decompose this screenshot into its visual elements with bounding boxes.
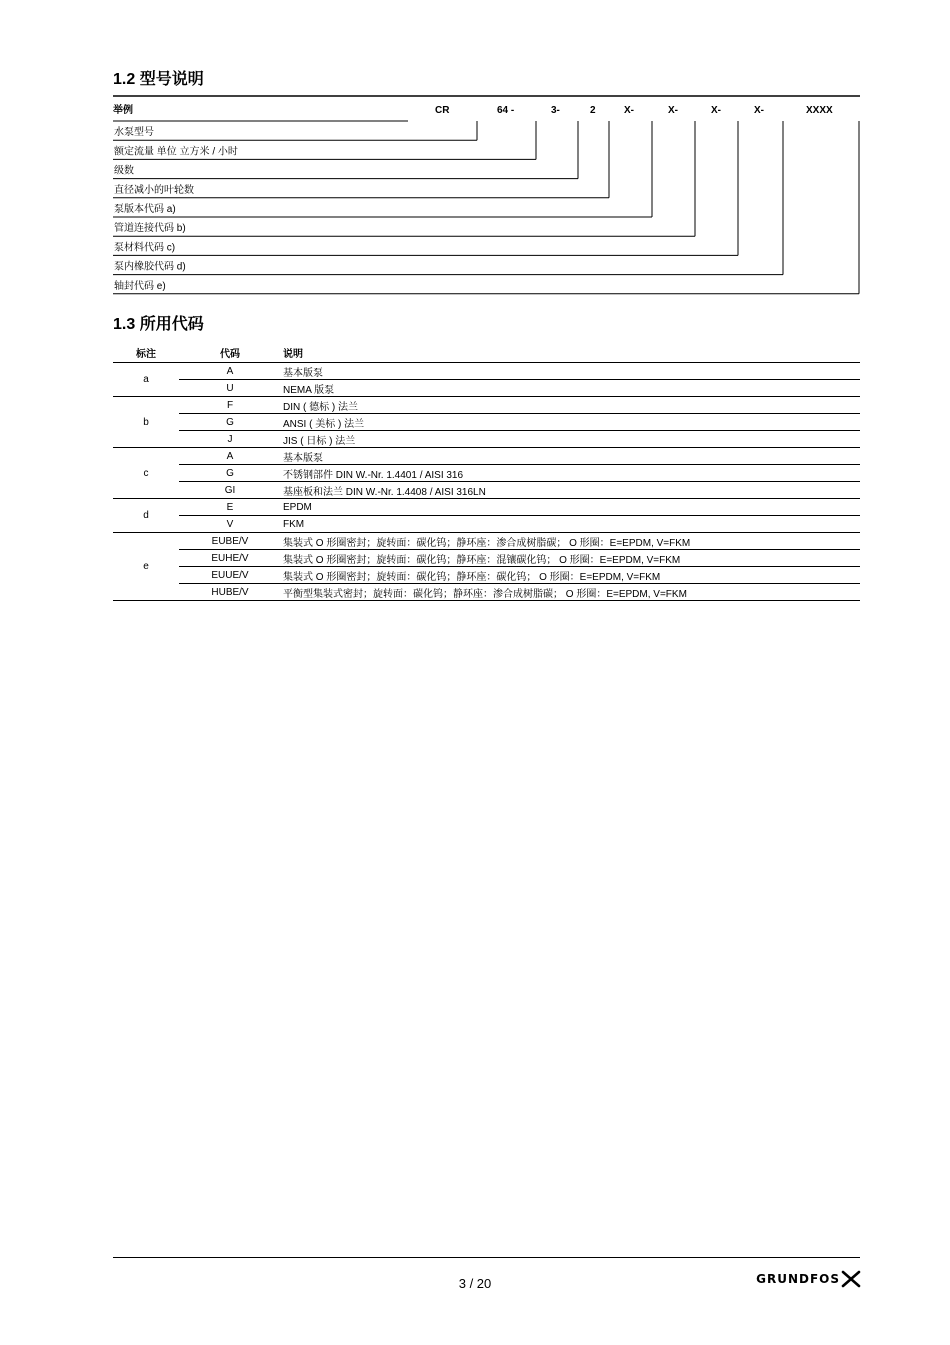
code-cell: U <box>179 380 281 397</box>
grundfos-logo <box>756 1270 862 1288</box>
code-cell: EUBE/V <box>179 533 281 550</box>
type-key-row-label: 额定流量 单位 立方米 / 小时 <box>114 146 238 158</box>
table-row <box>113 431 860 448</box>
table-row <box>113 448 860 465</box>
code-cell: J <box>179 431 281 448</box>
type-key-row-label: 水泵型号 <box>114 127 154 139</box>
description-cell: 基本版泵 <box>281 363 860 380</box>
type-key-code: X- <box>624 105 634 116</box>
group-label: d <box>113 499 179 533</box>
col-header-mark: 标注 <box>113 342 179 363</box>
type-key-code: X- <box>711 105 721 116</box>
code-cell: A <box>179 448 281 465</box>
type-key-code: 2 <box>590 105 596 116</box>
table-row <box>113 380 860 397</box>
group-label: c <box>113 448 179 499</box>
logo-text: GRUNDFOS <box>756 1272 840 1286</box>
col-header-code: 代码 <box>179 342 281 363</box>
description-cell: 平衡型集装式密封；旋转面：碳化钨；静环座：渗合成树脂碳； O 形圈：E=EPDM, V=FKM <box>281 584 860 601</box>
type-key-code: XXXX <box>806 105 833 116</box>
type-key-row-label: 泵版本代码 a) <box>114 204 176 215</box>
group-label: b <box>113 397 179 448</box>
table-row <box>113 584 860 601</box>
table-row <box>113 499 860 516</box>
footer-divider <box>113 1257 860 1258</box>
group-label: a <box>113 363 179 397</box>
code-cell: F <box>179 397 281 414</box>
description-cell: DIN ( 德标 ) 法兰 <box>281 397 860 414</box>
description-cell: FKM <box>281 516 860 533</box>
type-key-diagram <box>0 0 950 300</box>
codes-table <box>113 342 860 601</box>
table-row <box>113 567 860 584</box>
page-number: 3 / 20 <box>458 1276 492 1291</box>
table-row <box>113 550 860 567</box>
code-cell: EUUE/V <box>179 567 281 584</box>
code-cell: HUBE/V <box>179 584 281 601</box>
description-cell: ANSI ( 美标 ) 法兰 <box>281 414 860 431</box>
description-cell: 集装式 O 形圈密封；旋转面：碳化钨；静环座：渗合成树脂碳； O 形圈：E=EPDM, V=FKM <box>281 533 860 550</box>
section-title-type-key: 1.2 型号说明 <box>113 71 204 88</box>
description-cell: 不锈钢部件 DIN W.-Nr. 1.4401 / AISI 316 <box>281 465 860 482</box>
table-row <box>113 465 860 482</box>
description-cell: EPDM <box>281 499 860 516</box>
table-row <box>113 414 860 431</box>
description-cell: 基本版泵 <box>281 448 860 465</box>
group-label: e <box>113 533 179 601</box>
type-key-code: 64 - <box>497 105 515 116</box>
type-key-code: X- <box>754 105 764 116</box>
description-cell: 基座板和法兰 DIN W.-Nr. 1.4408 / AISI 316LN <box>281 482 860 499</box>
code-cell: A <box>179 363 281 380</box>
code-cell: V <box>179 516 281 533</box>
table-row <box>113 397 860 414</box>
table-row <box>113 482 860 499</box>
type-key-row-label: 轴封代码 e) <box>114 280 166 292</box>
type-key-row-label: 泵材料代码 c) <box>114 242 176 254</box>
type-key-row-label: 级数 <box>114 165 134 177</box>
codes-table-header <box>113 342 860 363</box>
type-key-row-label: 管道连接代码 b) <box>114 223 186 235</box>
code-cell: E <box>179 499 281 516</box>
type-key-code: X- <box>668 105 678 116</box>
type-key-row-label: 直径减小的叶轮数 <box>114 184 194 196</box>
code-cell: EUHE/V <box>179 550 281 567</box>
section-title-codes: 1.3 所用代码 <box>113 316 204 333</box>
type-key-row-label: 泵内橡胶代码 d) <box>114 261 186 273</box>
type-key-header-label: 举例 <box>113 105 133 116</box>
code-cell: GI <box>179 482 281 499</box>
description-cell: 集装式 O 形圈密封；旋转面：碳化钨；静环座：混镶碳化钨； O 形圈：E=EPDM, V=FKM <box>281 550 860 567</box>
description-cell: 集装式 O 形圈密封；旋转面：碳化钨；静环座：碳化钨； O 形圈：E=EPDM, V=FKM <box>281 567 860 584</box>
type-key-code: CR <box>435 105 450 116</box>
type-key-code: 3- <box>551 105 560 116</box>
table-row <box>113 516 860 533</box>
description-cell: JIS ( 日标 ) 法兰 <box>281 431 860 448</box>
description-cell: NEMA 版泵 <box>281 380 860 397</box>
col-header-description: 说明 <box>281 342 860 363</box>
table-row <box>113 363 860 380</box>
grundfos-x-icon <box>840 1270 862 1288</box>
code-cell: G <box>179 465 281 482</box>
table-row <box>113 533 860 550</box>
code-cell: G <box>179 414 281 431</box>
